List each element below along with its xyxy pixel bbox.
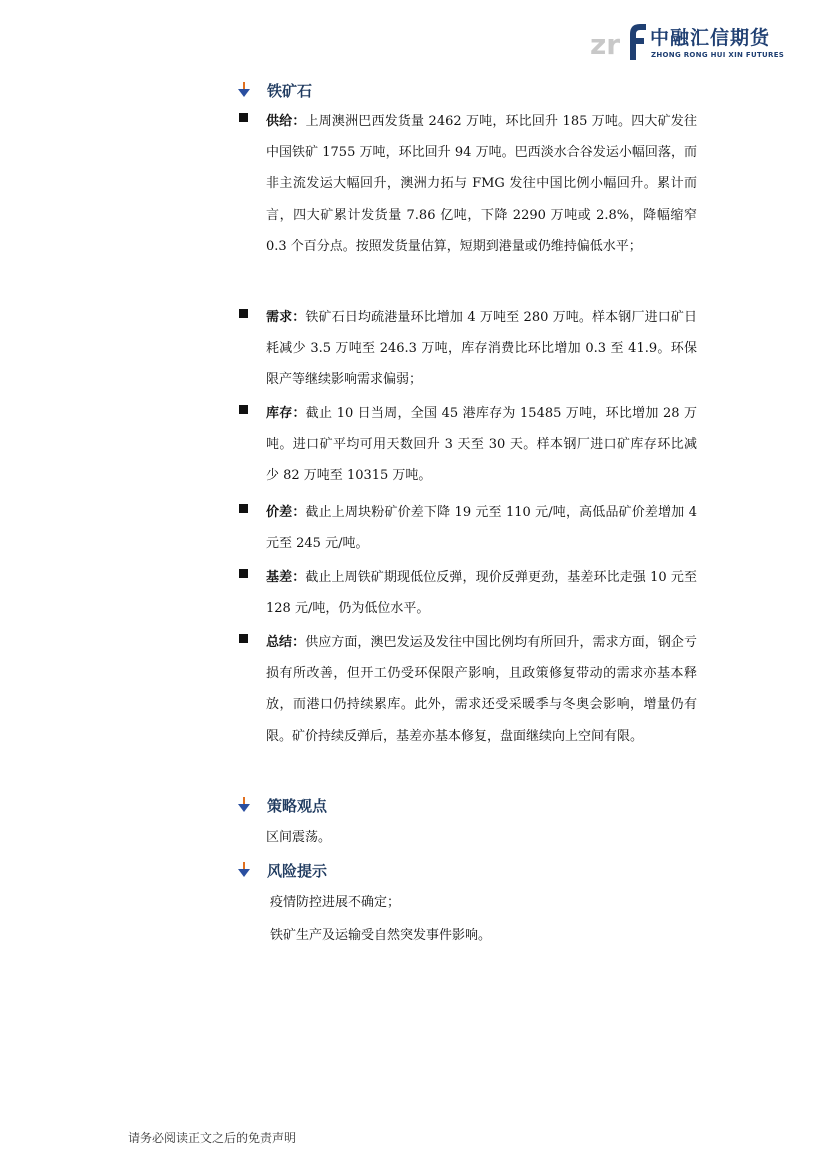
section-strategy-heading — [237, 794, 707, 816]
bullet-text: 供应方面，澳巴发运及发往中国比例均有所回升，需求方面，钢企亏损有所改善，但开工仍受环保限产影响，且政策修复带动的需求亦基本释放，而港口仍持续累库。此外，需求还受采暖季与冬奥会影响，增量仍有限。矿价持续反弹后，基差亦基本修复，盘面继续向上空间有限。 — [266, 635, 697, 744]
bullet-label: 基差： — [266, 570, 306, 585]
bullet-text: 截止上周块粉矿价差下降 19 元至 110 元/吨，高低品矿价差增加 4 元至 245 元/吨。 — [266, 505, 697, 552]
bullet-text: 截止上周铁矿期现低位反弹，现价反弹更劲，基差环比走强 10 元至 128 元/吨，仍为低位水平。 — [266, 570, 697, 617]
bullet-demand — [237, 302, 697, 396]
section-title: 风险提示 — [267, 861, 328, 880]
square-bullet-icon — [239, 309, 248, 318]
square-bullet-icon — [239, 569, 248, 578]
arrow-down-icon — [237, 82, 251, 98]
logo-chinese-name: 中融汇信期货 — [650, 27, 771, 49]
bullet-text: 截止 10 日当周，全国 45 港库存为 15485 万吨，环比增加 28 万吨。进口矿平均可用天数回升 3 天至 30 天。样本钢厂进口矿库存环比减少 82 万吨至 10315 万吨。 — [266, 406, 697, 484]
svg-text:zr: zr — [590, 28, 621, 61]
bullet-spread — [237, 497, 697, 559]
square-bullet-icon — [239, 504, 248, 513]
section-iron-ore-heading — [237, 79, 707, 101]
strategy-text: 区间震荡。 — [266, 830, 332, 845]
bullet-label: 需求： — [266, 310, 306, 325]
bullet-text: 上周澳洲巴西发货量 2462 万吨，环比回升 185 万吨。四大矿发往中国铁矿 1755 万吨，环比回升 94 万吨。巴西淡水合谷发运小幅回落，而非主流发运大幅回升，澳洲力拓与 FMG 发往中国比例小幅回升。累计而言，四大矿累计发货量 7.86 亿吨，下降 2290 万吨或 2.8%，降幅缩窄 0.3 个百分点。按照发货量估算，短期到港量或仍维持偏低水平； — [266, 114, 697, 254]
section-title: 铁矿石 — [267, 81, 313, 100]
risk-item: 铁矿生产及运输受自然突发事件影响。 — [270, 928, 492, 943]
bullet-text: 铁矿石日均疏港量环比增加 4 万吨至 280 万吨。样本钢厂进口矿日耗减少 3.5 万吨至 246.3 万吨，库存消费比环比增加 0.3 至 41.9。环保限产等继续影响需求偏弱； — [266, 310, 697, 388]
risk-item: 疫情防控进展不确定； — [270, 895, 401, 910]
logo-english-name: ZHONG RONG HUI XIN FUTURES — [651, 51, 785, 59]
bullet-basis — [237, 562, 697, 624]
bullet-inventory — [237, 398, 697, 492]
bullet-label: 库存： — [266, 406, 306, 421]
section-title: 策略观点 — [267, 796, 328, 815]
bullet-label: 价差： — [266, 505, 306, 520]
arrow-down-icon — [237, 797, 251, 813]
bullet-summary — [237, 627, 697, 752]
square-bullet-icon — [239, 634, 248, 643]
footer-disclaimer: 请务必阅读正文之后的免责声明 — [128, 1131, 297, 1145]
bullet-label: 供给： — [266, 114, 306, 129]
bullet-label: 总结： — [266, 635, 306, 650]
square-bullet-icon — [239, 405, 248, 414]
arrow-down-icon — [237, 862, 251, 878]
company-logo — [590, 20, 785, 62]
bullet-supply — [237, 106, 697, 262]
square-bullet-icon — [239, 113, 248, 122]
section-risk-heading — [237, 859, 707, 881]
zrf-logo-icon — [590, 20, 650, 62]
